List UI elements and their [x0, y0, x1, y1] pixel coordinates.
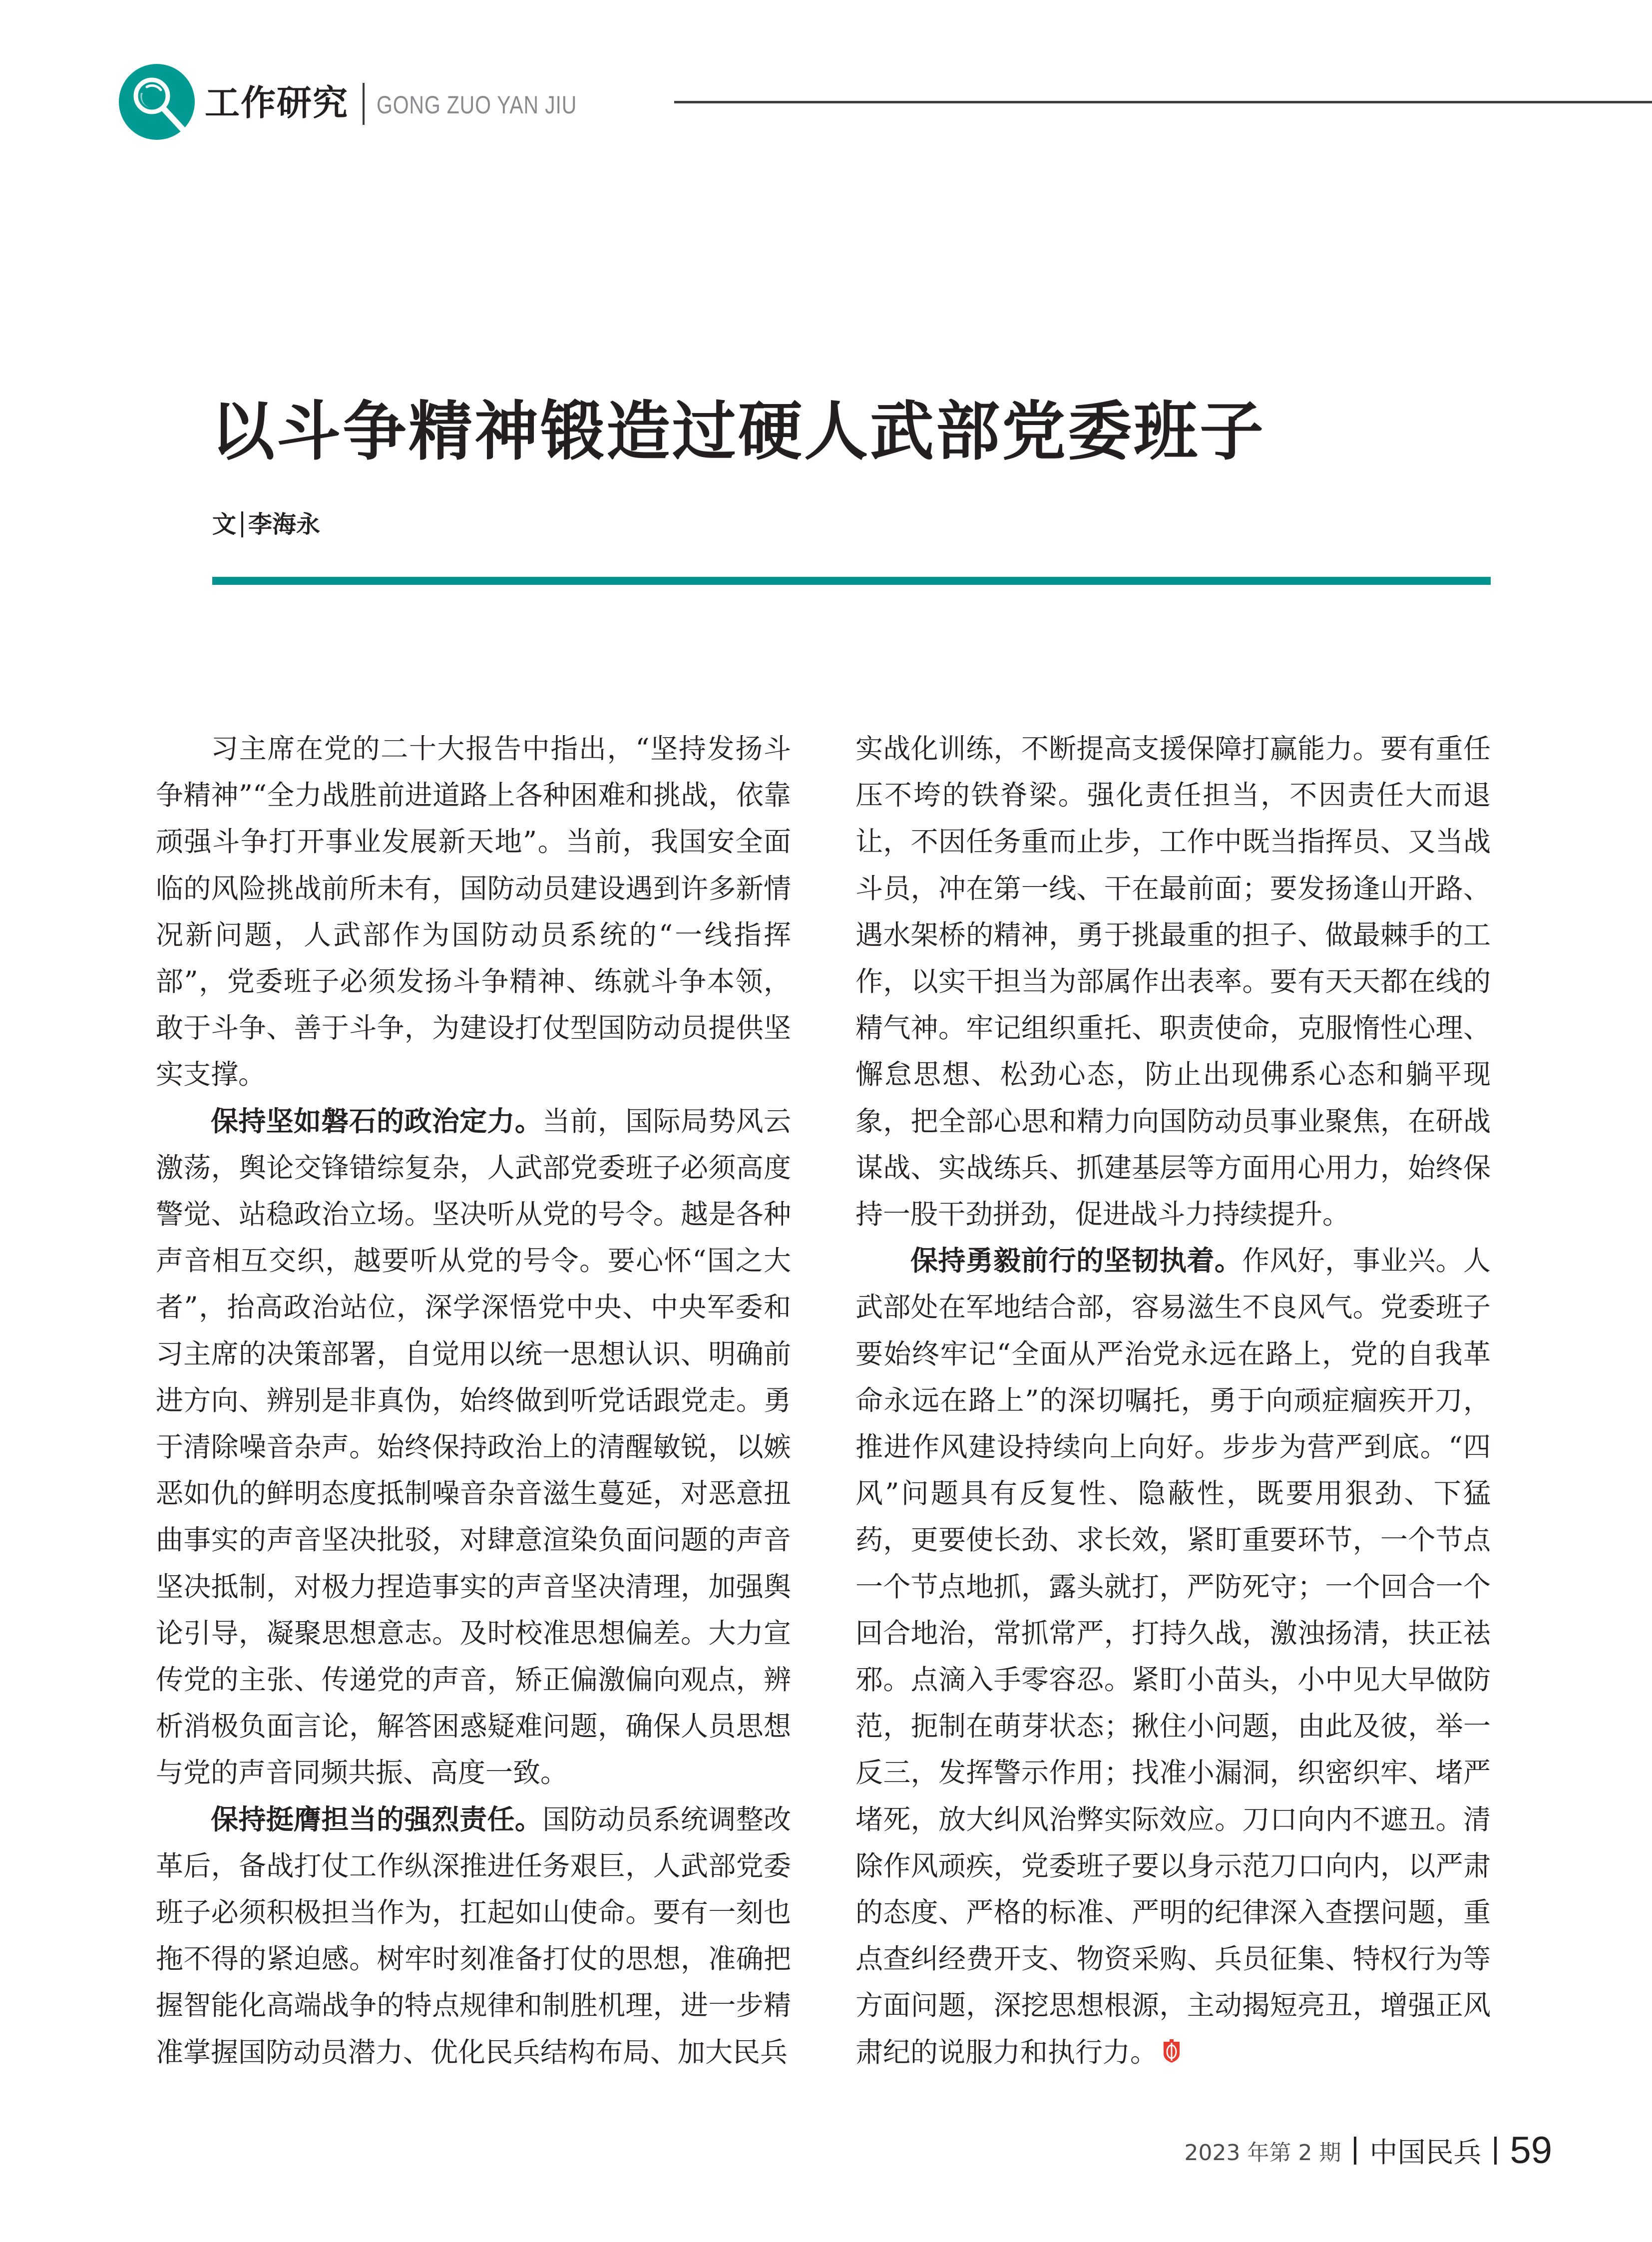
paragraph-perseverance: [855, 1238, 1491, 2076]
page-footer: [1185, 2129, 1552, 2172]
paragraph-lead: 保持挺膺担当的强烈责任。: [211, 1803, 543, 1835]
paragraph-responsibility-continued: [855, 726, 1491, 1238]
page-number: 59: [1510, 2129, 1552, 2172]
magazine-name: 中国民兵: [1369, 2136, 1482, 2169]
header-separator: [363, 83, 365, 125]
paragraph-lead: 保持勇毅前行的坚韧执着。: [910, 1245, 1242, 1277]
footer-separator: [1354, 2137, 1356, 2165]
magnifier-icon: [119, 64, 195, 140]
issue-label: 2023 年第 2 期: [1184, 2140, 1341, 2166]
paragraph-text: 实战化训练，不断提高支援保障打赢能力。要有重任压不垮的铁脊梁。强化责任担当，不因责任大而退让，不因任务重而止步，工作中既当指挥员、又当战斗员，冲在第一线、干在最前面；要发扬逢山开路、遇水架桥的精神，勇于挑最重的担子、做最棘手的工作，以实干担当为部属作出表率。要有天天都在线的精气神。牢记组织重托、职责使命，克服惰性心理、懈怠思想、松劲心态，防止出现佛系心态和躺平现象，把全部心思和精力向国防动员事业聚焦，在研战谋战、实战练兵、抓建基层等方面用心用力，始终保持一股干劲拼劲，促进战斗力持续提升。: [855, 733, 1491, 1231]
article-title: 以斗争精神锻造过硬人武部党委班子: [211, 395, 1266, 469]
section-title-cn: 工作研究: [205, 82, 349, 123]
section-header: [119, 64, 1652, 149]
byline-label: 文: [212, 510, 237, 538]
byline: [212, 509, 320, 539]
paragraph-lead: 保持坚如磐石的政治定力。: [211, 1105, 543, 1137]
paragraph-political-resolve: [156, 1098, 791, 1796]
footer-separator: [1494, 2137, 1497, 2165]
section-title-en: GONG ZUO YAN JIU: [377, 91, 577, 119]
byline-separator: [241, 511, 243, 537]
right-column: [855, 726, 1491, 2076]
paragraph-intro: [156, 726, 791, 1098]
paragraph-text: 习主席在党的二十大报告中指出，“坚持发扬斗争精神”“全力战胜前进道路上各种困难和挑战，依靠顽强斗争打开事业发展新天地”。当前，我国安全面临的风险挑战前所未有，国防动员建设遇到许多新情况新问题，人武部作为国防动员系统的“一线指挥部”，党委班子必须发扬斗争精神、练就斗争本领，敢于斗争、善于斗争，为建设打仗型国防动员提供坚实支撑。: [156, 733, 791, 1091]
paragraph-text: 当前，国际局势风云激荡，舆论交锋错综复杂，人武部党委班子必须高度警觉、站稳政治立场。坚决听从党的号令。越是各种声音相互交织，越要听从党的号令。要心怀“国之大者”，抬高政治站位，深学深悟党中央、中央军委和习主席的决策部署，自觉用以统一思想认识、明确前进方向、辨别是非真伪，始终做到听党话跟党走。勇于清除噪音杂声。始终保持政治上的清醒敏锐，以嫉恶如仇的鲜明态度抵制噪音杂音滋生蔓延，对恶意扭曲事实的声音坚决批驳，对肆意渲染负面问题的声音坚决抵制，对极力捏造事实的声音坚决清理，加强舆论引导，凝聚思想意志。及时校准思想偏差。大力宣传党的主张、传递党的声音，矫正偏激偏向观点，辨析消极负面言论，解答困惑疑难问题，确保人员思想与党的声音同频共振、高度一致。: [156, 1105, 791, 1789]
paragraph-text: 作风好，事业兴。人武部处在军地结合部，容易滋生不良风气。党委班子要始终牢记“全面从严治党永远在路上，党的自我革命永远在路上”的深切嘱托，勇于向顽症痼疾开刀，推进作风建设持续向上向好。步步为营严到底。“四风”问题具有反复性、隐蔽性，既要用狠劲、下猛药，更要使长劲、求长效，紧盯重要环节，一个节点一个节点地抓，露头就打，严防死守；一个回合一个回合地治，常抓常严，打持久战，激浊扬清，扶正祛邪。点滴入手零容忍。紧盯小苗头，小中见大早做防范，扼制在萌芽状态；揪住小问题，由此及彼，举一反三，发挥警示作用；找准小漏洞，织密织牢、堵严堵死，放大纠风治弊实际效应。刀口向内不遮丑。清除作风顽疾，党委班子要以身示范刀口向内，以严肃的态度、严格的标准、严明的纪律深入查摆问题，重点查纠经费开支、物资采购、兵员征集、特权行为等方面问题，深挖思想根源，主动揭短亮丑，增强正风肃纪的说服力和执行力。: [855, 1245, 1491, 2068]
left-column: [156, 726, 791, 2076]
magazine-end-mark-icon: [1162, 2039, 1182, 2064]
paragraph-text: 国防动员系统调整改革后，备战打仗工作纵深推进任务艰巨，人武部党委班子必须积极担当作为，扛起如山使命。要有一刻也拖不得的紧迫感。树牢时刻准备打仗的思想，准确把握智能化高端战争的特点规律和制胜机理，进一步精准掌握国防动员潜力、优化民兵结构布局、加大民兵: [156, 1803, 791, 2068]
title-rule: [212, 577, 1491, 585]
author-name: 李海永: [248, 510, 321, 538]
paragraph-responsibility: [156, 1796, 791, 2076]
header-rule: [674, 101, 1652, 103]
